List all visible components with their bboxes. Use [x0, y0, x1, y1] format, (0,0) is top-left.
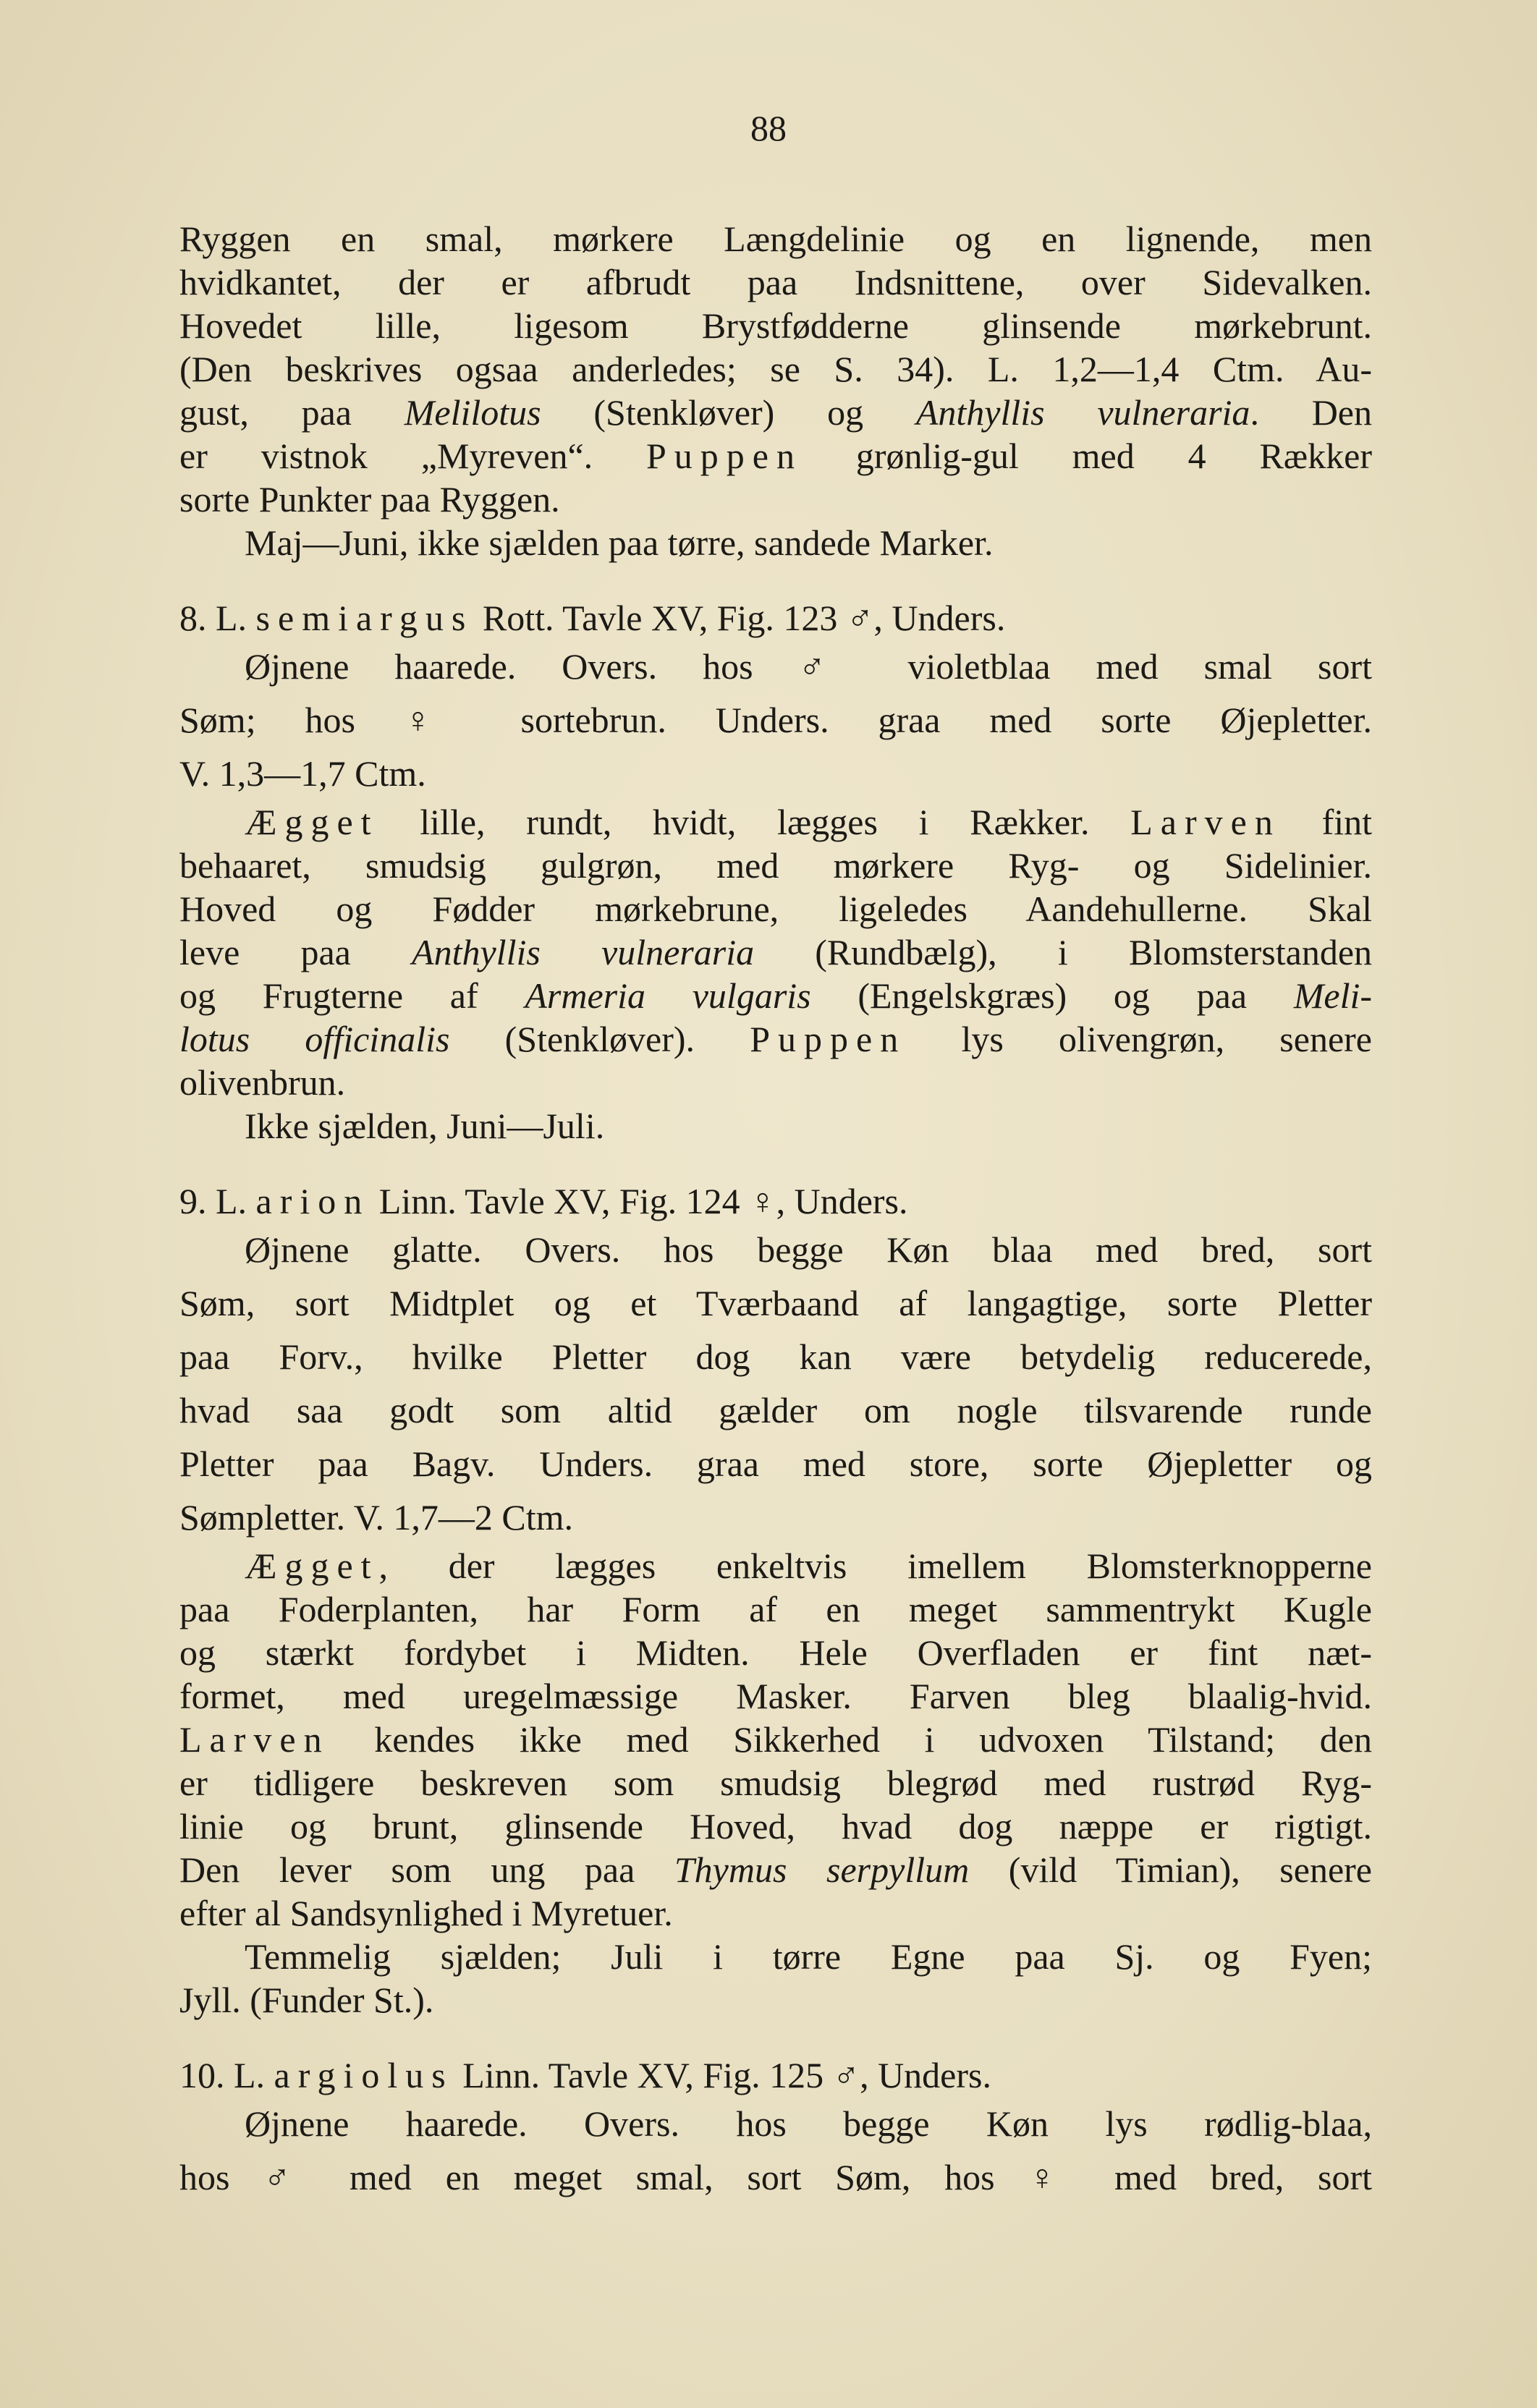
text-line [179, 1491, 1372, 1544]
text-segment: formet, med uregelmæssige Masker. Farven bleg blaalig-hvid. [179, 1676, 1372, 1716]
italic-text: Armeria vulgaris [525, 975, 811, 1016]
text-line [179, 1674, 1372, 1718]
italic-text: Meli- [1293, 975, 1373, 1016]
text-segment: hvad saa godt som altid gælder om nogle tilsvarende runde [179, 1390, 1372, 1430]
text-segment: olivenbrun. [179, 1062, 346, 1103]
text-segment: 8. L. [179, 598, 256, 638]
page-number: 88 [750, 108, 787, 148]
text-line [179, 260, 1372, 304]
text-line [179, 1935, 1372, 1978]
spaced-text: Puppen [750, 1019, 907, 1059]
text-segment: grønlig-gul med 4 Rækker [803, 436, 1372, 476]
text-line [179, 2097, 1372, 2150]
text-line [179, 747, 1372, 800]
text-segment: Den lever som ung paa [179, 1849, 674, 1890]
italic-text: Melilotus [404, 392, 541, 433]
text-line [179, 930, 1372, 974]
text-line [179, 887, 1372, 930]
spaced-text: semiargus [255, 598, 474, 638]
text-line [179, 2053, 1372, 2097]
text-segment: kendes ikke med Sikkerhed i udvoxen Tilstand; den [329, 1719, 1372, 1760]
text-segment: Søm, sort Midtplet og et Tværbaand af langagtige, sorte Pletter [179, 1283, 1372, 1323]
text-segment: hos ♂ med en meget smal, sort Søm, hos ♀ med bred, sort [179, 2157, 1372, 2197]
text-line [179, 2150, 1372, 2204]
text-segment: hvidkantet, der er afbrudt paa Indsnittene, over Sidevalken. [179, 262, 1372, 302]
text-line [179, 434, 1372, 478]
text-segment: Pletter paa Bagv. Unders. graa med store, sorte Øjepletter og [179, 1443, 1372, 1484]
text-segment: lille, rundt, hvidt, lægges i Rækker. [378, 802, 1131, 842]
text-segment: sorte Punkter paa Ryggen. [179, 479, 560, 520]
text-segment: Sømpletter. V. 1,7—2 Ctm. [179, 1497, 574, 1538]
text-segment: Øjnene haarede. Overs. hos ♂ violetblaa med smal sort [245, 646, 1372, 687]
text-line [179, 304, 1372, 347]
paragraph-gap [179, 2022, 1372, 2053]
text-segment: Temmelig sjælden; Juli i tørre Egne paa Sj. og Fyen; [245, 1936, 1372, 1977]
text-segment: 9. L. [179, 1181, 256, 1221]
spaced-text: argiolus [274, 2055, 454, 2095]
text-segment: leve paa [179, 932, 412, 972]
text-line [179, 521, 1372, 564]
paragraph-gap [179, 1148, 1372, 1179]
italic-text: lotus officinalis [179, 1019, 450, 1059]
text-line [179, 1104, 1372, 1148]
text-segment: er tidligere beskreven som smudsig blegrød med rustrød Ryg- [179, 1763, 1372, 1803]
text-segment: og Frugterne af [179, 975, 525, 1016]
text-segment: (Rundbælg), i Blomsterstanden [754, 932, 1373, 972]
text-segment: , der lægges enkeltvis imellem Blomsterknopperne [378, 1546, 1372, 1586]
text-line [179, 844, 1372, 887]
text-line [179, 974, 1372, 1017]
spaced-text: arion [255, 1181, 371, 1221]
paragraph-gap [179, 564, 1372, 596]
text-line [179, 1179, 1372, 1223]
text-segment: behaaret, smudsig gulgrøn, med mørkere Ryg- og Sidelinier. [179, 845, 1372, 886]
text-segment: lys olivengrøn, senere [906, 1019, 1372, 1059]
text-line [179, 1978, 1372, 2022]
text-line [179, 640, 1372, 693]
text-segment: (Engelskgræs) og paa [810, 975, 1294, 1016]
text-line [179, 1223, 1372, 1276]
spaced-text: Larven [1130, 802, 1281, 842]
text-segment: Hoved og Fødder mørkebrune, ligeledes Aandehullerne. Skal [179, 889, 1372, 929]
text-segment: paa Foderplanten, har Form af en meget sammentrykt Kugle [179, 1589, 1372, 1629]
text-segment: (vild Timian), senere [969, 1849, 1372, 1890]
text-segment: og stærkt fordybet i Midten. Hele Overfladen er fint næt- [179, 1632, 1372, 1673]
text-segment: . Den [1250, 392, 1372, 433]
italic-text: Anthyllis vulneraria [412, 932, 755, 972]
text-segment: Ikke sjælden, Juni—Juli. [245, 1106, 605, 1146]
text-line [179, 1017, 1372, 1061]
text-segment: paa Forv., hvilke Pletter dog kan være betydelig reducerede, [179, 1336, 1372, 1377]
text-line [179, 1437, 1372, 1491]
text-line [179, 1718, 1372, 1761]
text-segment: Søm; hos ♀ sortebrun. Unders. graa med sorte Øjepletter. [179, 700, 1372, 740]
text-segment: Linn. Tavle XV, Fig. 125 ♂, Unders. [453, 2055, 991, 2095]
text-line [179, 1761, 1372, 1805]
italic-text: Thymus serpyllum [674, 1849, 970, 1890]
text-segment: Linn. Tavle XV, Fig. 124 ♀, Unders. [370, 1181, 908, 1221]
text-line [179, 1276, 1372, 1330]
text-segment: er vistnok „Myreven“. [179, 436, 646, 476]
text-line [179, 1631, 1372, 1674]
text-line [179, 1891, 1372, 1935]
text-line [179, 1330, 1372, 1383]
text-line [179, 596, 1372, 640]
italic-text: Anthyllis vulneraria [915, 392, 1250, 433]
text-segment: (Den beskrives ogsaa anderledes; se S. 34). L. 1,2—1,4 Ctm. Au- [179, 349, 1372, 389]
text-line [179, 1805, 1372, 1848]
text-segment: V. 1,3—1,7 Ctm. [179, 753, 426, 794]
text-line [179, 391, 1372, 434]
text-segment: gust, paa [179, 392, 405, 433]
spaced-text: Ægget [245, 1546, 379, 1586]
text-line [179, 217, 1372, 260]
text-segment: Jyll. (Funder St.). [179, 1980, 434, 2020]
text-segment: (Stenkløver). [449, 1019, 750, 1059]
text-line [179, 1383, 1372, 1437]
text-segment: 10. L. [179, 2055, 274, 2095]
spaced-text: Larven [179, 1719, 330, 1760]
text-segment: fint [1280, 802, 1372, 842]
text-segment: linie og brunt, glinsende Hoved, hvad dog næppe er rigtigt. [179, 1806, 1372, 1847]
text-line [179, 1061, 1372, 1104]
text-segment: Hovedet lille, ligesom Brystfødderne glinsende mørkebrunt. [179, 305, 1372, 346]
body-text [179, 217, 1372, 2204]
text-line [179, 800, 1372, 844]
spaced-text: Ægget [245, 802, 379, 842]
text-segment: Ryggen en smal, mørkere Længdelinie og en lignende, men [179, 219, 1372, 259]
text-segment: Maj—Juni, ikke sjælden paa tørre, sandede Marker. [245, 522, 994, 563]
text-segment: efter al Sandsynlighed i Myretuer. [179, 1893, 673, 1933]
text-segment: Rott. Tavle XV, Fig. 123 ♂, Unders. [473, 598, 1006, 638]
text-line [179, 1544, 1372, 1587]
spaced-text: Puppen [646, 436, 803, 476]
text-line [179, 347, 1372, 391]
text-segment: Øjnene haarede. Overs. hos begge Køn lys rødlig-blaa, [245, 2103, 1372, 2144]
text-line [179, 693, 1372, 747]
text-line [179, 478, 1372, 521]
text-line [179, 1587, 1372, 1631]
text-segment: Øjnene glatte. Overs. hos begge Køn blaa med bred, sort [245, 1229, 1372, 1270]
text-segment: (Stenkløver) og [541, 392, 916, 433]
text-line [179, 1848, 1372, 1891]
